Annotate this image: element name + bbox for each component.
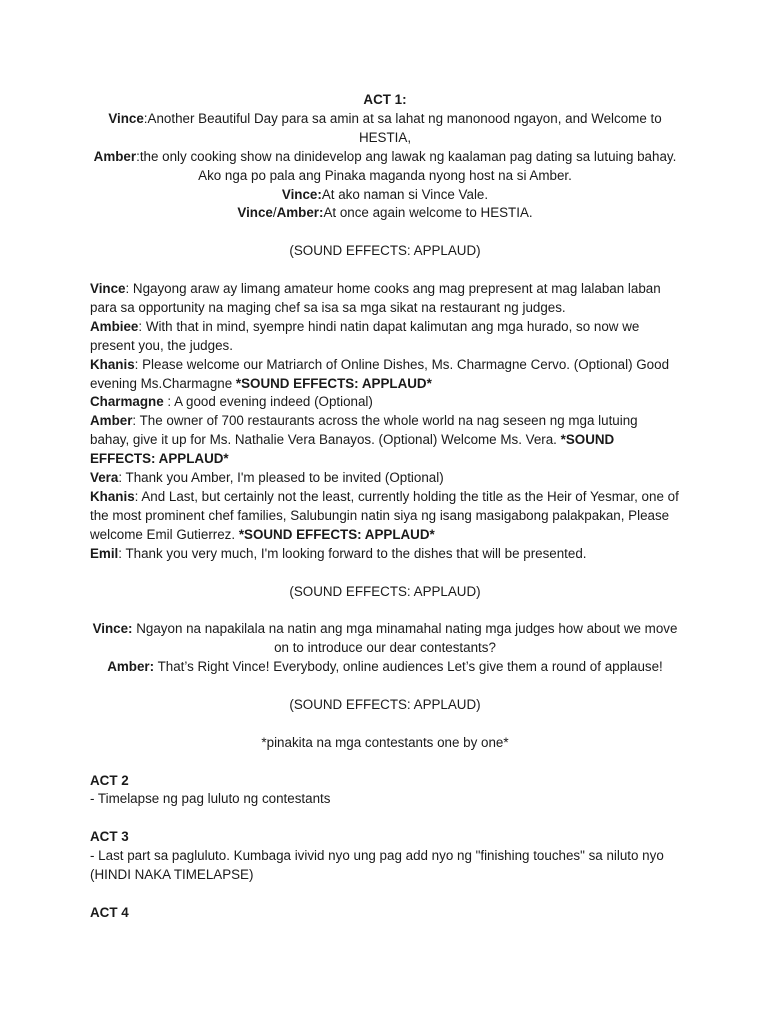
sound-effect-inline: *SOUND EFFECTS: APPLAUD* <box>90 432 615 467</box>
act2-text: - Timelapse ng pag luluto ng contestants <box>90 791 331 807</box>
dialogue-text: : Thank you very much, I'm looking forward to the dishes that will be presented. <box>118 545 587 561</box>
sound-effect-inline: *SOUND EFFECTS: APPLAUD* <box>235 375 432 391</box>
dialogue-text: : With that in mind, syempre hindi natin dapat kalimutan ang mga hurado, so now we present you, the judges. <box>90 318 640 353</box>
act2-heading: ACT 2 <box>90 772 129 788</box>
dialogue-text: the only cooking show na dinidevelop ang lawak ng kaalaman pag dating sa lutuing bahay. Ako nga po pala ang Pinaka maganda nyong host na si Amber. <box>139 148 677 183</box>
intro-line-amber <box>90 148 680 186</box>
dialogue-line <box>90 280 680 318</box>
dialogue-line <box>90 356 680 394</box>
act4-heading: ACT 4 <box>90 904 129 920</box>
speaker-name: Amber <box>90 413 133 429</box>
speaker-name: Khanis <box>90 489 135 504</box>
speaker-separator: / <box>272 205 277 221</box>
dialogue-text: At once again welcome to HESTIA. <box>323 205 533 221</box>
speaker-name: Vince <box>237 205 273 221</box>
act3-text: - Last part sa pagluluto. Kumbaga ivivid nyo ung pag add nyo ng "finishing touches" sa niluto nyo (HINDI NAKA TIMELAPSE) <box>90 848 664 883</box>
speaker-name: Amber <box>93 148 137 164</box>
speaker-name: Khanis <box>90 356 135 372</box>
dialogue-text: At ako naman si Vince Vale. <box>321 186 489 202</box>
speaker-name-2: Amber: <box>276 205 324 221</box>
sound-effect-cue: (SOUND EFFECTS: APPLAUD) <box>289 696 481 712</box>
dialogue-line <box>90 318 680 356</box>
speaker-name: Amber: <box>107 659 155 675</box>
dialogue-line <box>90 545 680 564</box>
dialogue-line <box>90 488 680 545</box>
script-body <box>90 91 680 923</box>
speaker-separator: : <box>143 110 148 126</box>
speaker-name: Charmagne <box>90 394 164 410</box>
dialogue-line <box>90 620 680 658</box>
dialogue-line <box>90 393 680 412</box>
dialogue-text: : Thank you Amber, I'm pleased to be invited (Optional) <box>118 470 444 486</box>
intro-line-vince <box>90 110 680 148</box>
dialogue-text: : And Last, but certainly not the least, currently holding the title as the Heir of Yesmar, one of the most prominent chef families, Salubungin natin siya ng isang masigabong palakpakan, Please welcome Emil Gutierrez. <box>90 489 679 542</box>
speaker-separator: : <box>136 148 140 164</box>
dialogue-text: Another Beautiful Day para sa amin at sa lahat ng manonood ngayon, and Welcome to HESTIA, <box>147 110 662 145</box>
intro-line-vince-2 <box>90 186 680 205</box>
speaker-name: Vince <box>90 281 126 297</box>
dialogue-line <box>90 658 680 677</box>
dialogue-text: : Ngayong araw ay limang amateur home cooks ang mag prepresent at mag lalaban laban para sa opportunity na maging chef sa isa sa mga sikat na restaurant ng judges. <box>90 281 661 315</box>
speaker-name: Ambiee <box>90 318 139 334</box>
speaker-name: Vince <box>108 110 144 126</box>
sound-effect-cue: (SOUND EFFECTS: APPLAUD) <box>289 583 481 599</box>
dialogue-line <box>90 412 680 469</box>
dialogue-text: That’s Right Vince! Everybody, online audiences Let’s give them a round of applause! <box>154 659 663 675</box>
dialogue-text: : The owner of 700 restaurants across the whole world na nag seseen ng mga lutuing bahay, give it up for Ms. Nathalie Vera Banayos. (Optional) Welcome Ms. Vera. <box>90 413 638 448</box>
sound-effect-inline: *SOUND EFFECTS: APPLAUD* <box>238 526 435 542</box>
intro-line-vince-amber <box>90 204 680 223</box>
speaker-name: Emil <box>90 545 119 561</box>
dialogue-text: : Please welcome our Matriarch of Online Dishes, Ms. Charmagne Cervo. (Optional) Good evening Ms.Charmagne <box>90 356 670 391</box>
dialogue-text: Ngayon na napakilala na natin ang mga minamahal nating mga judges how about we move on to introduce our dear contestants? <box>132 621 678 656</box>
speaker-name: Vince: <box>92 621 133 637</box>
act1-heading: ACT 1: <box>363 92 407 107</box>
stage-direction: *pinakita na mga contestants one by one* <box>261 734 509 750</box>
act3-heading: ACT 3 <box>90 829 129 845</box>
speaker-name: Vera <box>90 470 119 486</box>
dialogue-text: : A good evening indeed (Optional) <box>163 394 373 410</box>
dialogue-line <box>90 469 680 488</box>
sound-effect-cue: (SOUND EFFECTS: APPLAUD) <box>289 243 481 259</box>
speaker-name: Vince: <box>281 186 322 202</box>
